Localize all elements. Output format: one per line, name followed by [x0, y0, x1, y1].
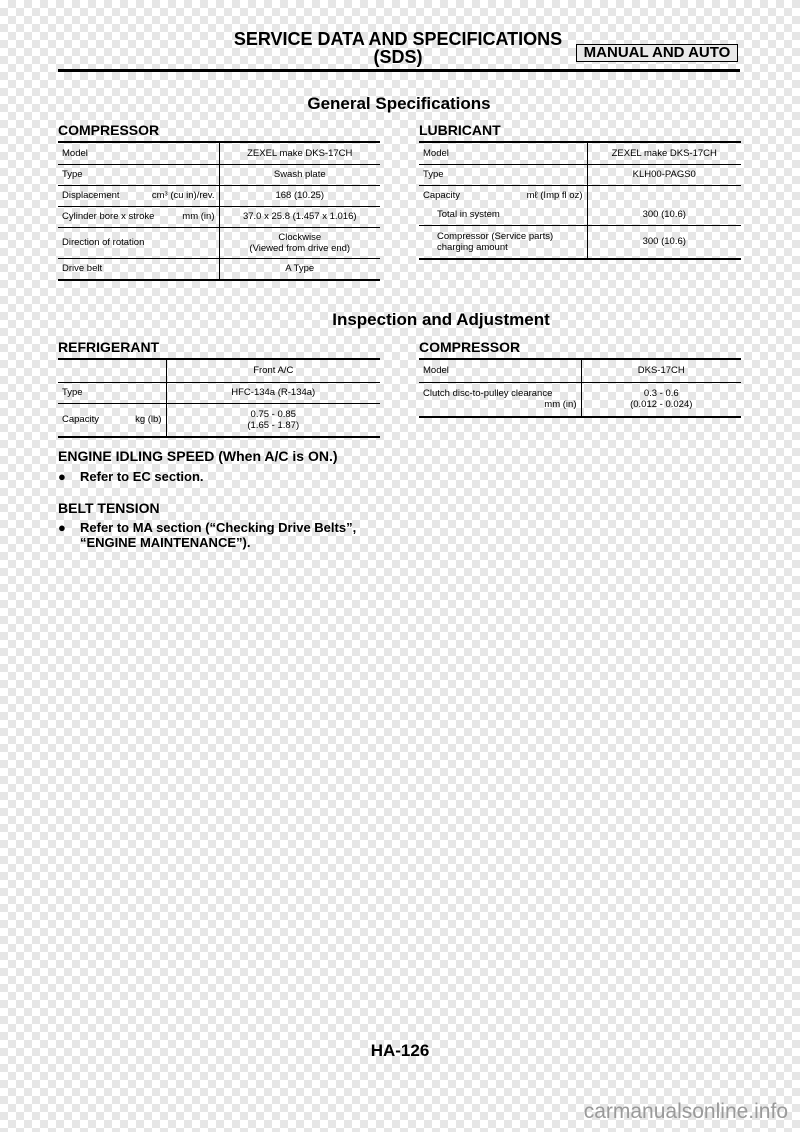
table-row	[58, 382, 380, 403]
row-label-cell	[419, 382, 581, 417]
row-label: Capacity	[423, 189, 460, 201]
row-label-cell	[58, 206, 219, 227]
row-value-sub: (1.65 - 1.87)	[247, 419, 300, 431]
row-label: Capacity	[62, 414, 99, 426]
row-value: 168 (10.25)	[219, 185, 380, 206]
row-label: Type	[58, 164, 219, 185]
table-row	[58, 258, 380, 280]
row-unit: mm (in)	[182, 211, 215, 222]
row-label: Model	[419, 143, 587, 164]
row-label-cell	[58, 185, 219, 206]
row-value	[587, 185, 741, 205]
header-title-line1: SERVICE DATA AND SPECIFICATIONS	[233, 29, 563, 49]
table-row	[419, 164, 741, 185]
row-unit: mℓ (Imp fl oz)	[526, 189, 583, 201]
table-row	[58, 143, 380, 164]
row-value: 0.3 - 0.6	[643, 388, 679, 400]
row-label: Type	[419, 164, 587, 185]
row-value: 300 (10.6)	[587, 205, 741, 225]
row-label: Model	[58, 143, 219, 164]
engine-idle-bullet-text: Refer to EC section.	[80, 469, 204, 484]
row-value: 0.75 - 0.85	[250, 408, 296, 420]
row-label-cell	[58, 403, 166, 437]
ia-compressor-heading: COMPRESSOR	[419, 339, 521, 355]
bullet-icon: ●	[58, 469, 66, 484]
row-value: 37.0 x 25.8 (1.457 x 1.016)	[219, 206, 380, 227]
row-value: DKS-17CH	[581, 360, 741, 382]
row-unit: kg (lb)	[135, 414, 162, 426]
table-row	[419, 205, 741, 225]
row-value: Swash plate	[219, 164, 380, 185]
row-label: Model	[419, 360, 581, 382]
row-value: HFC-134a (R-134a)	[166, 382, 380, 403]
row-label: Type	[58, 382, 166, 403]
row-unit: mm (in)	[544, 399, 577, 411]
lubricant-spec-table	[419, 143, 741, 260]
row-value-cell	[166, 403, 380, 437]
row-label: Displacement	[62, 190, 120, 201]
page-header-title	[230, 30, 566, 66]
row-value-cell	[581, 382, 741, 417]
row-value: KLH00-PAGS0	[587, 164, 741, 185]
row-label: Clutch disc-to-pulley clearance	[423, 388, 553, 400]
compressor-heading: COMPRESSOR	[58, 122, 160, 138]
table-row	[58, 206, 380, 227]
general-specifications-title: General Specifications	[307, 94, 491, 113]
row-value: Clockwise	[278, 231, 322, 243]
belt-tension-heading: BELT TENSION	[58, 500, 160, 516]
page-number: HA-126	[370, 1041, 430, 1060]
table-row	[419, 143, 741, 164]
row-label: Total in system	[419, 205, 587, 225]
table-row	[419, 382, 741, 417]
engine-idle-bullet	[58, 469, 204, 484]
header-title-line2: (SDS)	[373, 47, 423, 67]
row-label: Compressor (Service parts)	[437, 230, 554, 242]
ia-compressor-spec-table	[419, 360, 741, 418]
table-row	[58, 185, 380, 206]
row-value: 300 (10.6)	[587, 225, 741, 259]
row-value: A Type	[219, 258, 380, 280]
row-label-sub: charging amount	[437, 241, 508, 253]
table-row	[419, 185, 741, 205]
row-value-cell	[219, 227, 380, 258]
belt-tension-bullet-cont: “ENGINE MAINTENANCE”).	[80, 535, 251, 550]
table-row	[419, 360, 741, 382]
table-row	[58, 227, 380, 258]
lubricant-heading: LUBRICANT	[419, 122, 501, 138]
engine-idle-heading: ENGINE IDLING SPEED (When A/C is ON.)	[58, 448, 338, 464]
row-value-sub: (Viewed from drive end)	[249, 242, 351, 254]
row-value: ZEXEL make DKS-17CH	[587, 143, 741, 164]
row-label: Direction of rotation	[58, 227, 219, 258]
row-label: Cylinder bore x stroke	[62, 211, 155, 222]
bullet-icon: ●	[58, 520, 66, 535]
header-blank-cell	[58, 360, 166, 382]
header-badge: MANUAL AND AUTO	[576, 44, 738, 62]
belt-tension-bullet	[58, 520, 356, 535]
table-row	[419, 225, 741, 259]
row-label: Drive belt	[58, 258, 219, 280]
table-row	[58, 164, 380, 185]
column-header: Front A/C	[166, 360, 380, 382]
table-row	[58, 360, 380, 382]
refrigerant-spec-table	[58, 360, 380, 438]
belt-tension-bullet-text: Refer to MA section (“Checking Drive Belts”,	[80, 520, 357, 535]
row-label-cell	[419, 225, 587, 259]
inspection-adjustment-title: Inspection and Adjustment	[332, 310, 550, 329]
row-unit: cm³ (cu in)/rev.	[151, 190, 215, 201]
row-value-sub: (0.012 - 0.024)	[630, 399, 693, 411]
refrigerant-heading: REFRIGERANT	[58, 339, 160, 355]
row-label-cell	[419, 185, 587, 205]
table-row	[58, 403, 380, 437]
watermark: carmanualsonline.info	[583, 1100, 788, 1123]
header-divider	[58, 69, 740, 72]
compressor-spec-table	[58, 143, 380, 281]
row-value: ZEXEL make DKS-17CH	[219, 143, 380, 164]
